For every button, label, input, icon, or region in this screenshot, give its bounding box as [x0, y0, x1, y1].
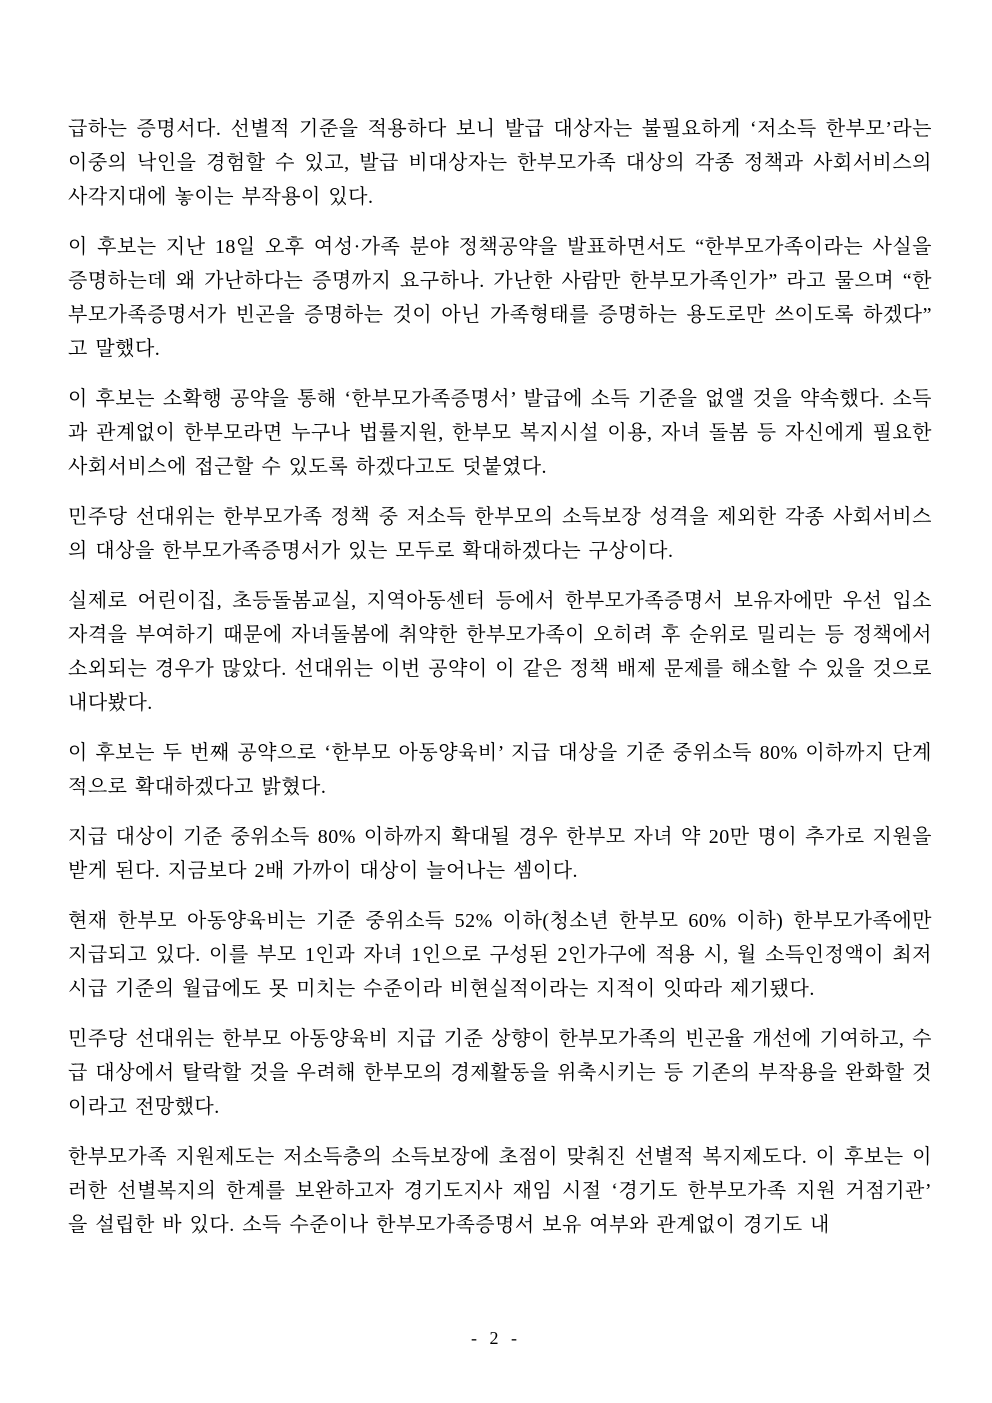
paragraph-5: 실제로 어린이집, 초등돌봄교실, 지역아동센터 등에서 한부모가족증명서 보유자에만 우선 입소 자격을 부여하기 때문에 자녀돌봄에 취약한 한부모가족이 오히려 후 순위로 밀리는 등 정책에서 소외되는 경우가 많았다. 선대위는 이번 공약이 이 같은 정책 배제 문제를 해소할 수 있을 것으로 내다봤다.: [68, 590, 932, 714]
paragraph-10: 한부모가족 지원제도는 저소득층의 소득보장에 초점이 맞춰진 선별적 복지제도다. 이 후보는 이러한 선별복지의 한계를 보완하고자 경기도지사 재임 시절 ‘경기도 한부모가족 지원 거점기관’ 을 설립한 바 있다. 소득 수준이나 한부모가족증명서 보유 여부와 관계없이 경기도 내: [68, 1146, 932, 1236]
paragraph-1: 급하는 증명서다. 선별적 기준을 적용하다 보니 발급 대상자는 불필요하게 ‘저소득 한부모’라는 이중의 낙인을 경험할 수 있고, 발급 비대상자는 한부모가족 대상의 각종 정책과 사회서비스의 사각지대에 놓이는 부작용이 있다.: [68, 118, 932, 208]
paragraph-3: 이 후보는 소확행 공약을 통해 ‘한부모가족증명서’ 발급에 소득 기준을 없앨 것을 약속했다. 소득과 관계없이 한부모라면 누구나 법률지원, 한부모 복지시설 이용, 자녀 돌봄 등 자신에게 필요한 사회서비스에 접근할 수 있도록 하겠다고도 덧붙였다.: [68, 388, 932, 478]
page-number: - 2 -: [471, 1328, 521, 1348]
paragraph-2: 이 후보는 지난 18일 오후 여성·가족 분야 정책공약을 발표하면서도 “한부모가족이라는 사실을 증명하는데 왜 가난하다는 증명까지 요구하나. 가난한 사람만 한부모가족인가” 라고 물으며 “한부모가족증명서가 빈곤을 증명하는 것이 아닌 가족형태를 증명하는 용도로만 쓰이도록 하겠다” 고 말했다.: [68, 236, 932, 360]
paragraph-4: 민주당 선대위는 한부모가족 정책 중 저소득 한부모의 소득보장 성격을 제외한 각종 사회서비스의 대상을 한부모가족증명서가 있는 모두로 확대하겠다는 구상이다.: [68, 506, 932, 562]
paragraph-8: 현재 한부모 아동양육비는 기준 중위소득 52% 이하(청소년 한부모 60% 이하) 한부모가족에만 지급되고 있다. 이를 부모 1인과 자녀 1인으로 구성된 2인가구에 적용 시, 월 소득인정액이 최저시급 기준의 월급에도 못 미치는 수준이라 비현실적이라는 지적이 잇따라 제기됐다.: [68, 910, 932, 1000]
paragraph-6: 이 후보는 두 번째 공약으로 ‘한부모 아동양육비’ 지급 대상을 기준 중위소득 80% 이하까지 단계적으로 확대하겠다고 밝혔다.: [68, 742, 932, 798]
paragraph-7: 지급 대상이 기준 중위소득 80% 이하까지 확대될 경우 한부모 자녀 약 20만 명이 추가로 지원을 받게 된다. 지금보다 2배 가까이 대상이 늘어나는 셈이다.: [68, 826, 932, 882]
document-body: [68, 112, 932, 1242]
paragraph-9: 민주당 선대위는 한부모 아동양육비 지급 기준 상향이 한부모가족의 빈곤율 개선에 기여하고, 수급 대상에서 탈락할 것을 우려해 한부모의 경제활동을 위축시키는 등 기존의 부작용을 완화할 것이라고 전망했다.: [68, 1028, 932, 1118]
